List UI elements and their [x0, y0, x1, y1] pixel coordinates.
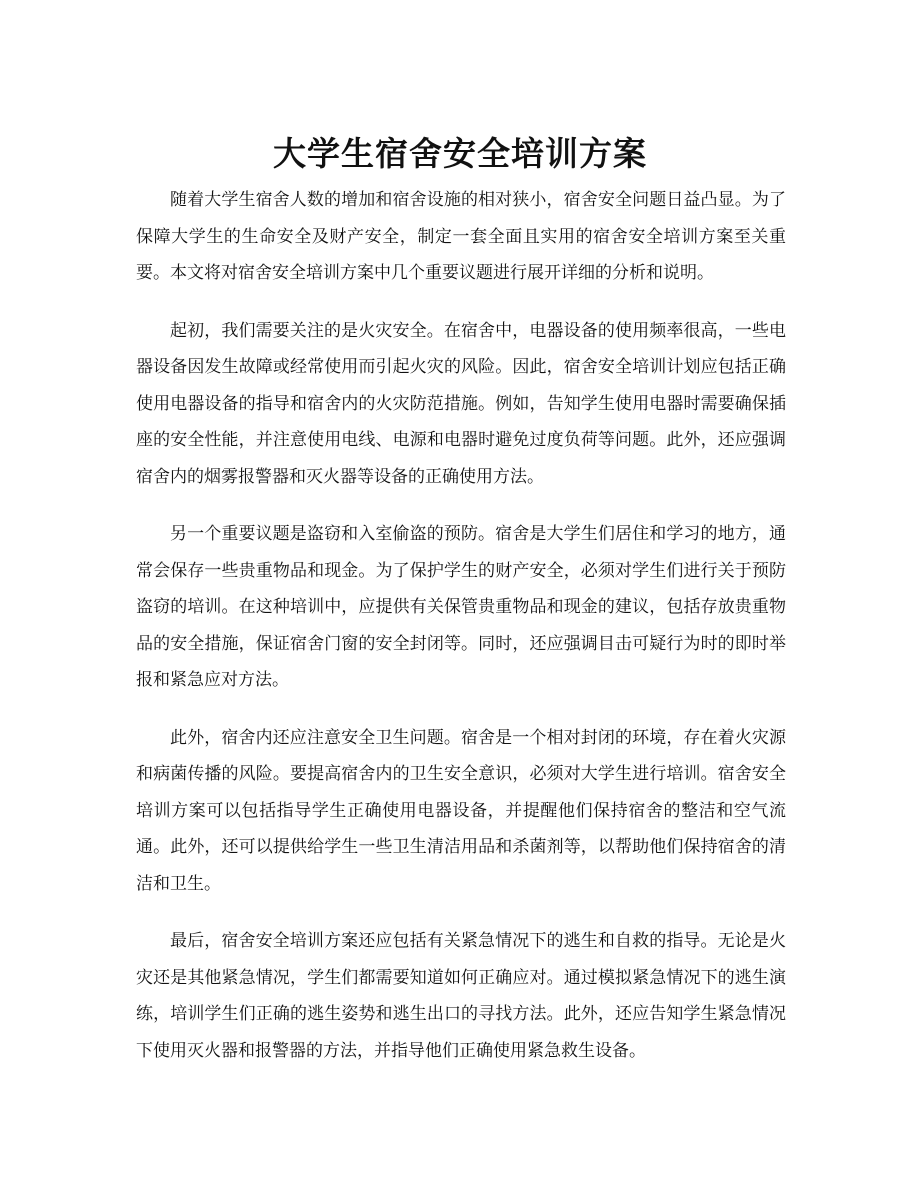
- paragraph-theft-prevention: 另一个重要议题是盗窃和入室偷盗的预防。宿舍是大学生们居住和学习的地方，通常会保存一些贵重物品和现金。为了保护学生的财产安全，必须对学生们进行关于预防盗窃的培训。在这种培训中，应提供有关保管贵重物品和现金的建议，包括存放贵重物品的安全措施，保证宿舍门窗的安全封闭等。同时，还应强调目击可疑行为时的即时举报和紧急应对方法。: [136, 524, 786, 690]
- paragraph-emergency-escape: 最后，宿舍安全培训方案还应包括有关紧急情况下的逃生和自救的指导。无论是火灾还是其他紧急情况，学生们都需要知道如何正确应对。通过模拟紧急情况下的逃生演练，培训学生们正确的逃生姿势和逃生出口的寻找方法。此外，还应告知学生紧急情况下使用灭火器和报警器的方法，并指导他们正确使用紧急救生设备。: [136, 931, 786, 1061]
- paragraph-intro: 随着大学生宿舍人数的增加和宿舍设施的相对狭小，宿舍安全问题日益凸显。为了保障大学生的生命安全及财产安全，制定一套全面且实用的宿舍安全培训方案至关重要。本文将对宿舍安全培训方案中几个重要议题进行展开详细的分析和说明。: [136, 190, 786, 283]
- paragraph-hygiene: 此外，宿舍内还应注意安全卫生问题。宿舍是一个相对封闭的环境，存在着火灾源和病菌传播的风险。要提高宿舍内的卫生安全意识，必须对大学生进行培训。宿舍安全培训方案可以包括指导学生正确使用电器设备，并提醒他们保持宿舍的整洁和空气流通。此外，还可以提供给学生一些卫生清洁用品和杀菌剂等，以帮助他们保持宿舍的清洁和卫生。: [136, 727, 786, 894]
- paragraph-fire-safety: 起初，我们需要关注的是火灾安全。在宿舍中，电器设备的使用频率很高，一些电器设备因发生故障或经常使用而引起火灾的风险。因此，宿舍安全培训计划应包括正确使用电器设备的指导和宿舍内的火灾防范措施。例如，告知学生使用电器时需要确保插座的安全性能，并注意使用电线、电源和电器时避免过度负荷等问题。此外，还应强调宿舍内的烟雾报警器和灭火器等设备的正确使用方法。: [136, 320, 786, 487]
- document-title: 大学生宿舍安全培训方案: [273, 134, 647, 174]
- document-body: [136, 182, 786, 1090]
